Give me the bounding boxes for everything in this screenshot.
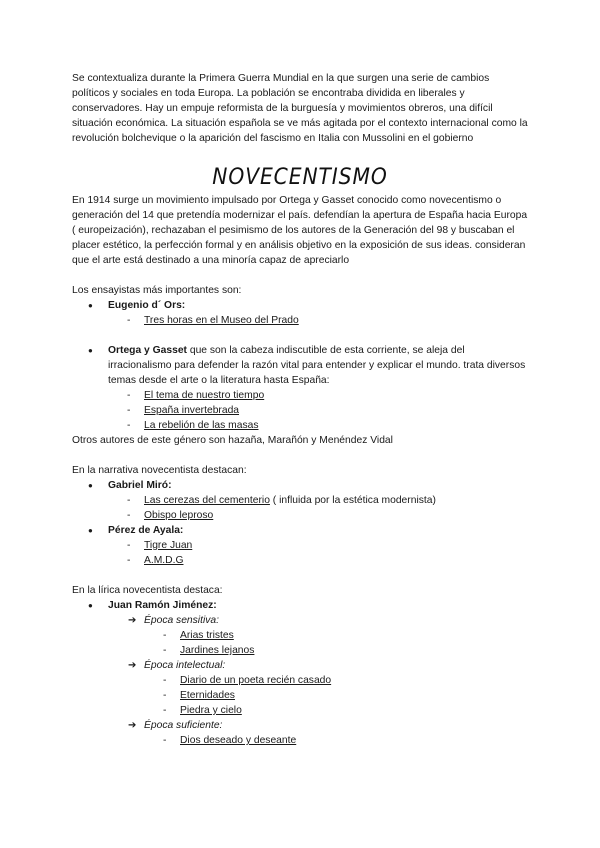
epoca-item: ➔ Época suficiente: [72,718,528,733]
list-item [72,523,528,538]
list-item [72,703,528,718]
work-title: Tres horas en el Museo del Prado [144,315,299,326]
list-item [72,403,528,418]
author-name: Gabriel Miró: [108,480,172,491]
work-title: Piedra y cielo [180,705,242,716]
lirica-list [72,598,528,748]
epoca-item: ➔ Época intelectual: [72,658,528,673]
list-item [72,508,528,523]
author-description: que son la cabeza indiscutible de esta corriente, se aleja del irracionalismo para defender la razón vital para entender y explicar el mundo. trata diversos temas desde el arte o la literatura hasta España: [108,345,526,386]
work-title: España invertebrada [144,405,240,416]
section-title: NOVECENTISMO [212,165,388,190]
work-title: Tigre Juan [144,540,193,551]
list-item [72,388,528,403]
ortega-list [72,343,528,433]
work-title: Diario de un poeta recién casado [180,675,332,686]
work-title: Eternidades [180,690,235,701]
novecentismo-section [72,193,528,748]
list-item [72,343,528,388]
epoca-item: ➔ Época sensitiva: [72,613,528,628]
list-item [72,538,528,553]
author-name: Juan Ramón Jiménez: [108,600,217,611]
otros-autores: Otros autores de este género son hazaña, Marañón y Menéndez Vidal [72,435,393,446]
list-item [72,733,528,748]
list-item [72,688,528,703]
work-title: Las cerezas del cementerio [144,495,270,506]
list-item [72,418,528,433]
lirica-heading: En la lírica novecentista destaca: [72,585,223,596]
work-title: La rebelión de las masas [144,420,259,431]
author-name: Pérez de Ayala: [108,525,184,536]
work-title: Dios deseado y deseante [180,735,297,746]
work-title: El tema de nuestro tiempo [144,390,265,401]
narrativa-heading: En la narrativa novecentista destacan: [72,465,247,476]
list-item [72,643,528,658]
ensayistas-heading: Los ensayistas más importantes son: [72,285,242,296]
author-name: Eugenio d´ Ors: [108,300,186,311]
list-item [72,673,528,688]
ensayistas-list [72,298,528,328]
work-title: A.M.D.G [144,555,184,566]
list-item [72,553,528,568]
list-item [72,313,528,328]
narrativa-list [72,478,528,568]
list-item [72,493,528,508]
novecentismo-paragraph: En 1914 surge un movimiento impulsado por Ortega y Gasset conocido como novecentismo o generación del 14 que pretendía modernizar el país. defendían la apertura de España hacia Europa ( europeización), rechazaban el pesimismo de los autores de la Generación del 98 y buscaban el placer estético, la perfección formal y en análisis objetivo en la exposición de sus ideas. consideran que el arte está destinado a una minoría capaz de apreciarlo [72,195,528,266]
author-name: Ortega y Gasset [108,345,187,356]
list-item [72,598,528,613]
work-title: Arias tristes [180,630,234,641]
work-title: Jardines lejanos [180,645,255,656]
list-item [72,298,528,313]
list-item [72,628,528,643]
list-item [72,478,528,493]
work-title: Obispo leproso [144,510,214,521]
work-note: ( influida por la estética modernista) [269,495,436,506]
intro-paragraph: Se contextualiza durante la Primera Guerra Mundial en la que surgen una serie de cambios políticos y sociales en toda Europa. La población se encontraba dividida en liberales y conservadores. Hay un empuje reformista de la burguesía y movimientos obreros, una difícil situación económica. La situación española se ve más agitada por el contexto internacional como la revolución bolchevique o la aparición del fascismo en Italia con Mussolini en el gobierno [72,73,528,144]
